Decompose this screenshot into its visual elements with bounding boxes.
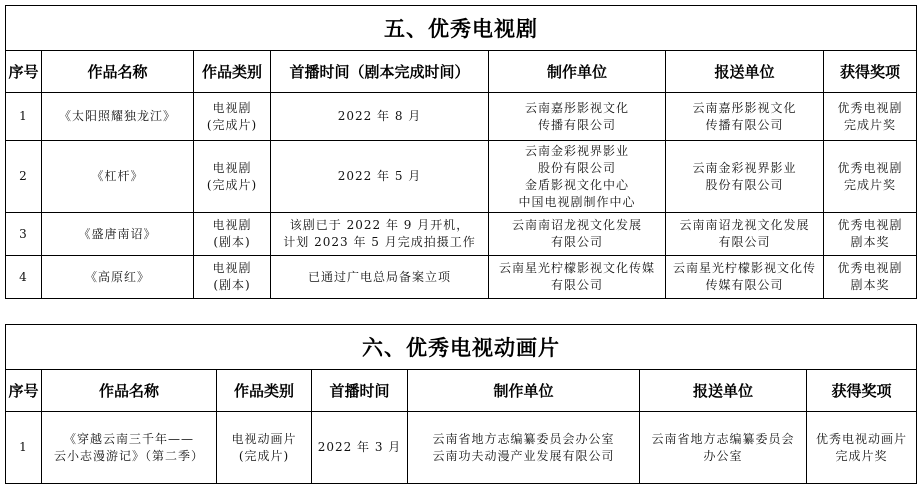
column-header-category: 作品类别: [217, 370, 312, 412]
work-category: [194, 256, 271, 299]
premiere-time-line: 已通过广电总局备案立项: [307, 269, 451, 284]
premiere-time: [271, 256, 489, 299]
work-category-line: (剧本): [213, 278, 251, 292]
producer-unit-line: 有限公司: [550, 278, 603, 292]
award-name-line: 优秀电视动画片: [815, 431, 907, 446]
premiere-time: [271, 213, 489, 256]
award-name: [824, 141, 917, 213]
award-name-line: 优秀电视剧: [837, 218, 903, 232]
tv-drama-awards-table: [5, 5, 917, 299]
table-row: [6, 213, 917, 256]
producer-unit-line: 云南嘉彤影视文化: [524, 100, 629, 115]
header-row: [6, 51, 917, 93]
section-title: 六、优秀电视动画片: [6, 325, 917, 370]
award-name-line: 完成片奖: [844, 117, 897, 132]
work-category: [217, 412, 312, 484]
producer-unit: [408, 412, 640, 484]
work-category-line: (完成片): [238, 448, 290, 463]
producer-unit-line: 有限公司: [550, 235, 603, 249]
work-category-line: 电视剧: [212, 261, 252, 275]
submitter-unit-line: 传播有限公司: [705, 117, 784, 132]
producer-unit-line: 云南南诏龙视文化发展: [511, 218, 642, 232]
column-header-premiere: 首播时间（剧本完成时间）: [271, 51, 489, 93]
submitter-unit-line: 云南嘉彤影视文化: [692, 100, 797, 115]
column-header-index: 序号: [6, 370, 42, 412]
producer-unit: [489, 256, 666, 299]
column-header-submitter: 报送单位: [640, 370, 807, 412]
premiere-time-line: 该剧已于 2022 年 9 月开机，: [289, 218, 470, 232]
producer-unit-line: 传播有限公司: [537, 117, 616, 132]
award-name-line: 优秀电视剧: [837, 160, 903, 175]
producer-unit-line: 中国电视剧制作中心: [518, 194, 636, 209]
row-index: 3: [6, 213, 42, 256]
submitter-unit-line: 云南金彩视界影业: [692, 160, 797, 175]
submitter-unit: [666, 141, 824, 213]
header-row: [6, 370, 917, 412]
work-category-line: 电视剧: [212, 218, 252, 232]
submitter-unit-line: 有限公司: [718, 235, 771, 249]
work-category-line: 电视剧: [212, 160, 252, 175]
work-title: 《杠杆》: [42, 141, 194, 213]
submitter-unit: [666, 213, 824, 256]
submitter-unit-line: 办公室: [703, 448, 743, 463]
work-title-line: 《穿越云南三千年——: [63, 431, 194, 446]
award-name: [824, 213, 917, 256]
work-category-line: 电视剧: [212, 100, 252, 115]
award-name: [824, 256, 917, 299]
work-title-line: 云小志漫游记》（第二季）: [53, 448, 204, 463]
work-category-line: 电视动画片: [231, 431, 297, 446]
producer-unit-line: 股份有限公司: [537, 160, 616, 175]
column-header-producer: 制作单位: [489, 51, 666, 93]
column-header-premiere: 首播时间: [312, 370, 408, 412]
submitter-unit-line: 云南星光柠檬影视文化传: [672, 261, 816, 275]
premiere-time-line: 计划 2023 年 5 月完成拍摄工作: [283, 235, 476, 249]
column-header-category: 作品类别: [194, 51, 271, 93]
premiere-time-line: 2022 年 8 月: [337, 109, 422, 123]
award-name: [824, 93, 917, 141]
work-title: 《高原红》: [42, 256, 194, 299]
producer-unit: [489, 213, 666, 256]
premiere-time: [271, 141, 489, 213]
work-category: [194, 141, 271, 213]
work-category: [194, 213, 271, 256]
premiere-time-line: 2022 年 3 月: [317, 440, 402, 454]
table-row: [6, 93, 917, 141]
award-name-line: 完成片奖: [844, 177, 897, 192]
producer-unit-line: 云南金彩视界影业: [524, 143, 629, 158]
submitter-unit-line: 传媒有限公司: [705, 278, 784, 292]
submitter-unit-line: 股份有限公司: [705, 177, 784, 192]
section-title: 五、优秀电视剧: [6, 6, 917, 51]
award-name-line: 优秀电视剧: [837, 261, 903, 275]
row-index: 2: [6, 141, 42, 213]
award-name-line: 剧本奖: [850, 278, 890, 292]
table-row: [6, 256, 917, 299]
premiere-time: [312, 412, 408, 484]
premiere-time: [271, 93, 489, 141]
work-title: 《太阳照耀独龙江》: [42, 93, 194, 141]
submitter-unit-line: 云南省地方志编纂委员会: [651, 431, 795, 446]
producer-unit: [489, 93, 666, 141]
row-index: 1: [6, 412, 42, 484]
work-title: 《盛唐南诏》: [42, 213, 194, 256]
premiere-time-line: 2022 年 5 月: [337, 169, 422, 183]
award-name-line: 剧本奖: [850, 235, 890, 249]
award-name-line: 优秀电视剧: [837, 100, 903, 115]
table-row: [6, 412, 917, 484]
producer-unit-line: 云南星光柠檬影视文化传媒: [498, 261, 655, 275]
column-header-submitter: 报送单位: [666, 51, 824, 93]
work-title: [42, 412, 217, 484]
producer-unit-line: 云南功夫动漫产业发展有限公司: [432, 448, 615, 463]
producer-unit-line: 金盾影视文化中心: [524, 177, 629, 192]
producer-unit-line: 云南省地方志编纂委员会办公室: [432, 431, 615, 446]
table-row: [6, 141, 917, 213]
work-category-line: (完成片): [206, 117, 258, 132]
submitter-unit: [666, 93, 824, 141]
award-name: [807, 412, 917, 484]
work-category-line: (剧本): [213, 235, 251, 249]
submitter-unit: [640, 412, 807, 484]
column-header-title: 作品名称: [42, 370, 217, 412]
column-header-award: 获得奖项: [807, 370, 917, 412]
column-header-title: 作品名称: [42, 51, 194, 93]
work-category-line: (完成片): [206, 177, 258, 192]
column-header-producer: 制作单位: [408, 370, 640, 412]
column-header-index: 序号: [6, 51, 42, 93]
row-index: 4: [6, 256, 42, 299]
column-header-award: 获得奖项: [824, 51, 917, 93]
work-category: [194, 93, 271, 141]
submitter-unit-line: 云南南诏龙视文化发展: [679, 218, 810, 232]
award-name-line: 完成片奖: [835, 448, 888, 463]
producer-unit: [489, 141, 666, 213]
submitter-unit: [666, 256, 824, 299]
tv-animation-awards-table: [5, 324, 917, 484]
row-index: 1: [6, 93, 42, 141]
